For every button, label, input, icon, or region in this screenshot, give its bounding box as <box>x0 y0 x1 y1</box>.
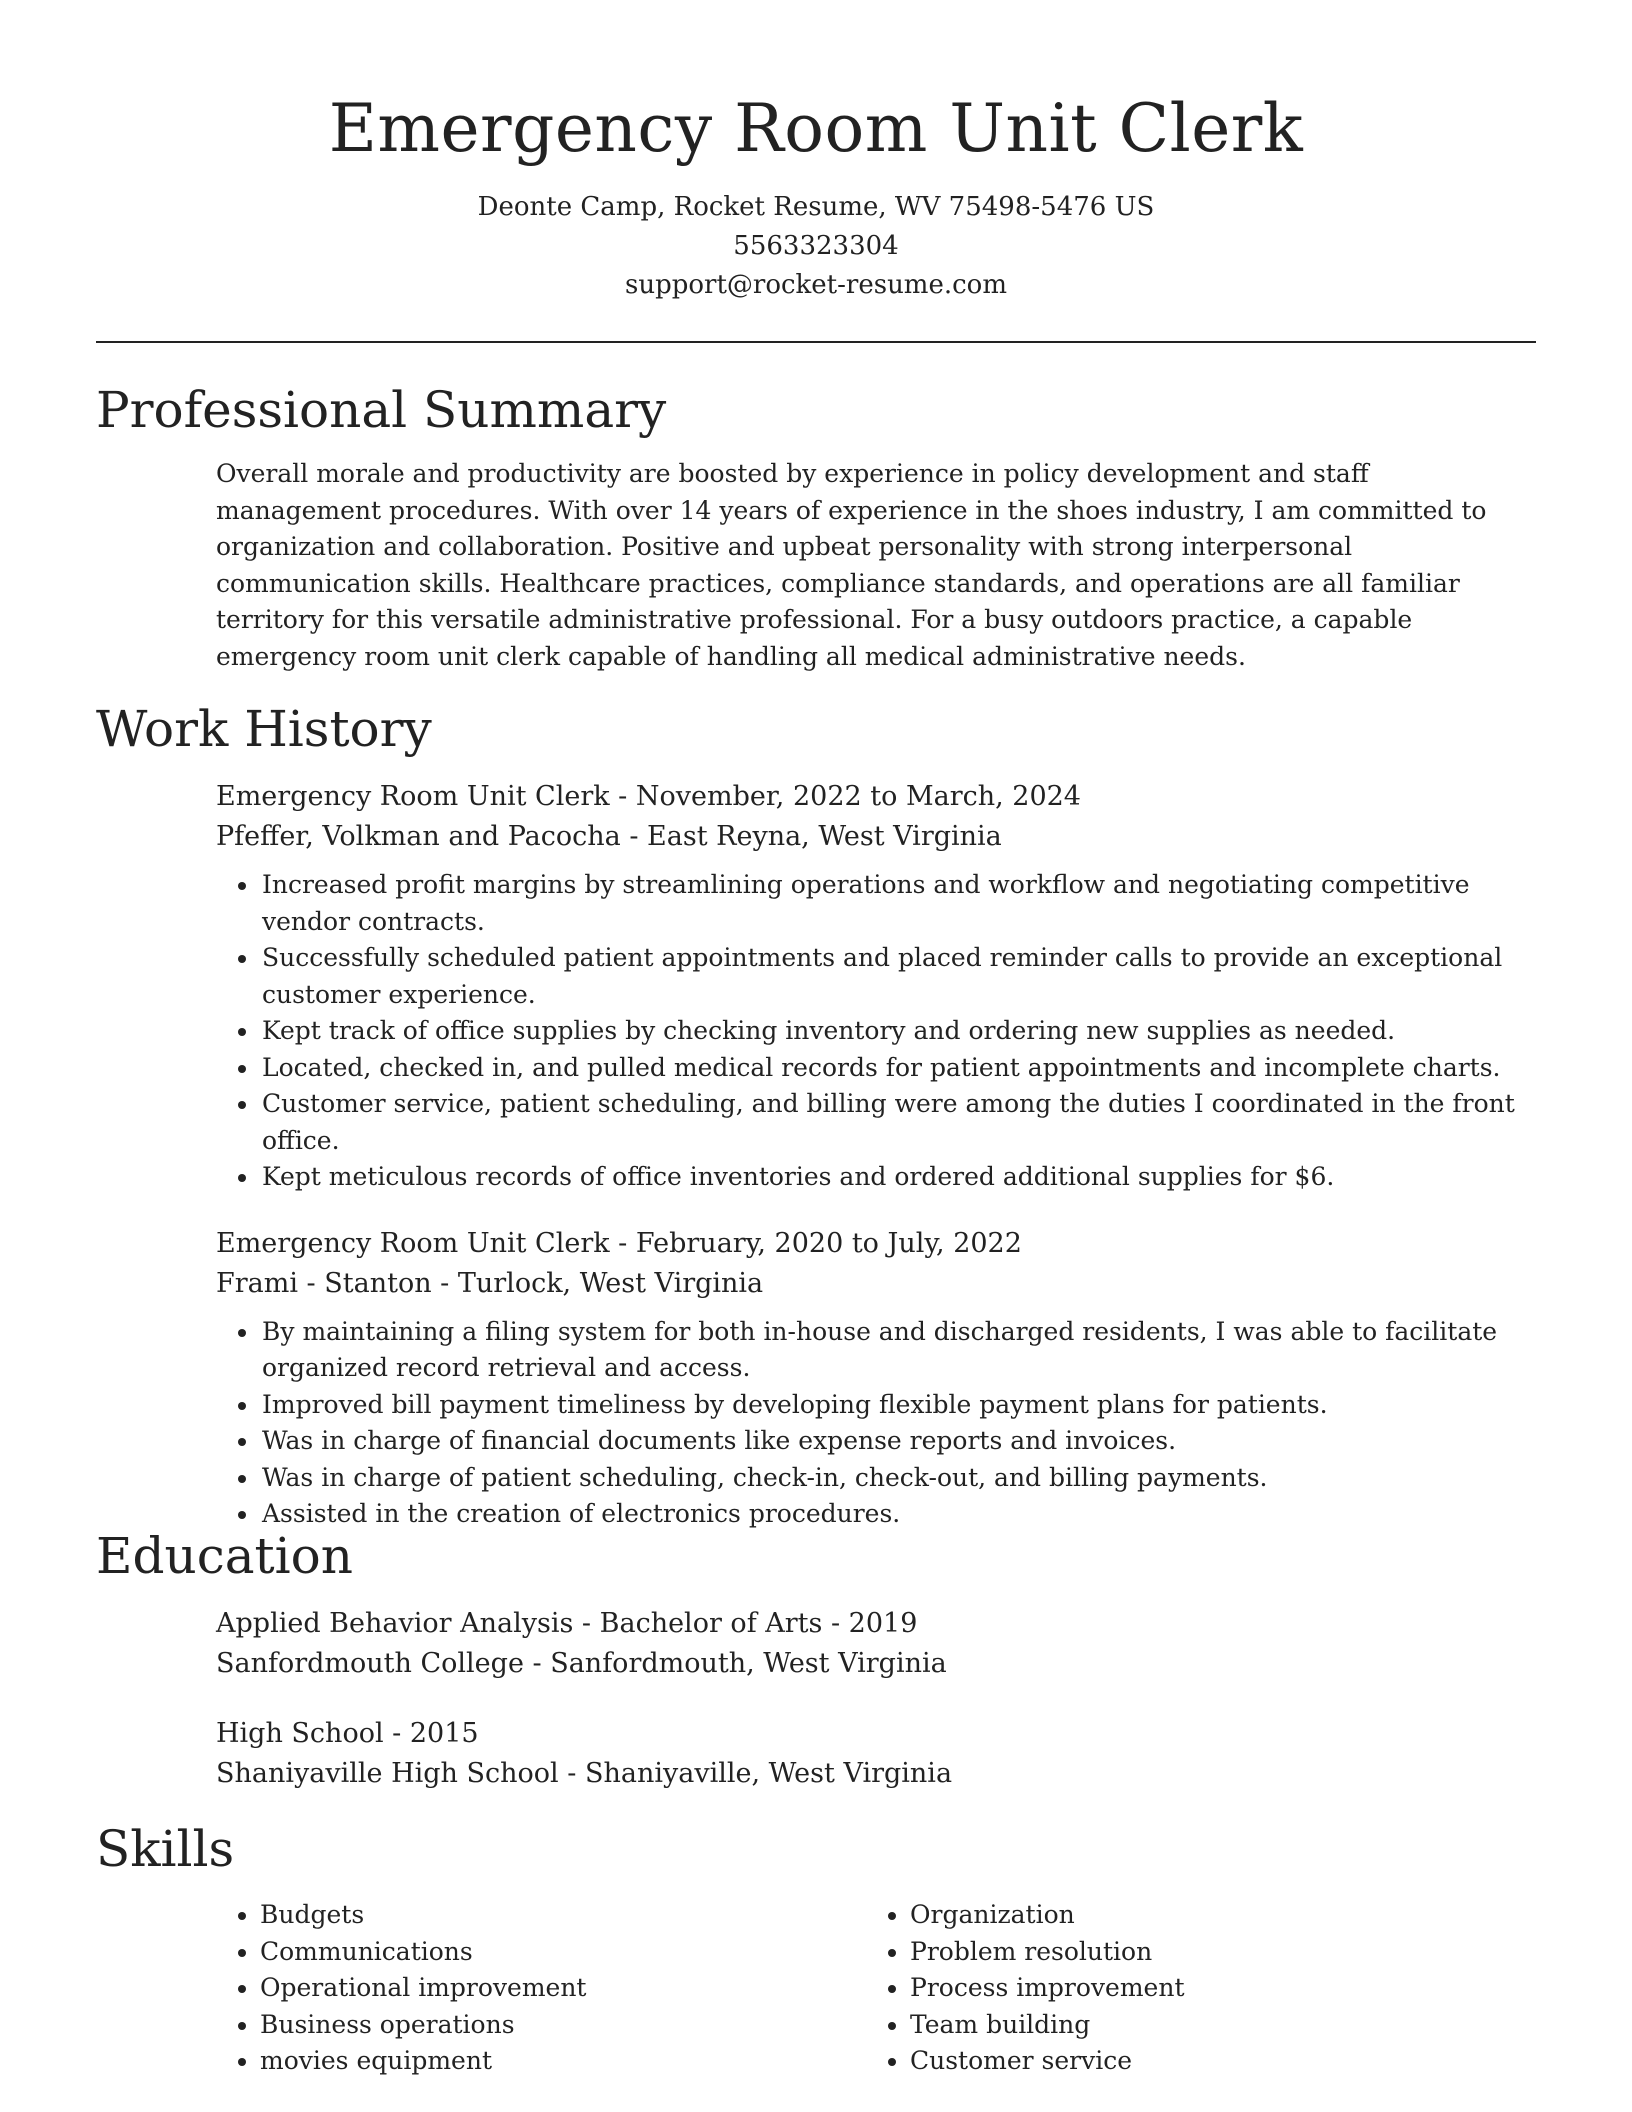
skill-item: • Process improvement <box>910 1970 1516 2007</box>
skill-item: • Operational improvement <box>260 1970 866 2007</box>
job-title-line <box>216 1224 1536 1264</box>
job-bullets <box>96 1314 1536 1533</box>
job-bullet: • Was in charge of patient scheduling, check-in, check-out, and billing payments. <box>260 1460 1536 1497</box>
skills-title: Skills <box>96 1820 235 1878</box>
education-school-line <box>216 1644 1536 1684</box>
header-divider <box>96 341 1536 343</box>
education-degree: Applied Behavior Analysis - Bachelor of Arts <box>216 1608 823 1639</box>
contact-phone: 5563323304 <box>733 231 899 261</box>
education-location: - Shaniyaville, West Virginia <box>558 1758 953 1789</box>
contact-block <box>96 188 1536 305</box>
job-entry <box>96 777 1536 1196</box>
job-bullet: • Assisted in the creation of electronics procedures. <box>260 1496 1536 1533</box>
education-degree-line <box>216 1604 1536 1644</box>
skills-columns <box>216 1897 1536 2080</box>
summary-text: Overall morale and productivity are boosted by experience in policy development and staff management procedures. With over 14 years of experience in the shoes industry, I am committed to organization and collaboration. Positive and upbeat personality with strong interpersonal communication skills. Healthcare practices, compliance standards, and operations are all familiar territory for this versatile administrative professional. For a busy outdoors practice, a capable emergency room unit clerk capable of handling all medical administrative needs. <box>216 459 1487 671</box>
work-history-title: Work History <box>96 700 432 758</box>
job-bullet: • By maintaining a filing system for both in-house and discharged residents, I was able to facilitate organized record retrieval and access. <box>260 1314 1536 1387</box>
education-title: Education <box>96 1527 353 1585</box>
job-bullet: • Was in charge of financial documents like expense reports and invoices. <box>260 1423 1536 1460</box>
education-school: Sanfordmouth College <box>216 1648 524 1679</box>
job-bullet: • Kept meticulous records of office inventories and ordered additional supplies for $6. <box>260 1159 1536 1196</box>
skills-column-left <box>216 1897 866 2080</box>
education-location: - Sanfordmouth, West Virginia <box>523 1648 947 1679</box>
work-history-section <box>96 697 1536 1533</box>
education-degree: High School <box>216 1718 384 1749</box>
job-title-line <box>216 777 1536 817</box>
skills-column-right <box>866 1897 1516 2080</box>
job-company: Frami - Stanton <box>216 1267 432 1299</box>
skill-item: • Communications <box>260 1934 866 1971</box>
skill-item: • Budgets <box>260 1897 866 1934</box>
resume-page <box>96 0 1536 2075</box>
skills-list <box>866 1897 1516 2080</box>
education-school: Shaniyaville High School <box>216 1758 559 1789</box>
skill-item: • Business operations <box>260 2007 866 2044</box>
skill-item: • Team building <box>910 2007 1516 2044</box>
job-dates: - November, 2022 to March, 2024 <box>609 781 1081 812</box>
skills-section <box>96 1817 1536 2080</box>
job-bullet: • Located, checked in, and pulled medical records for patient appointments and incomplete charts. <box>260 1050 1536 1087</box>
education-degree-line <box>216 1714 1536 1754</box>
skill-item: • Organization <box>910 1897 1516 1934</box>
skill-item: • Customer service <box>910 2043 1516 2080</box>
job-bullets <box>96 867 1536 1196</box>
contact-address: Deonte Camp, Rocket Resume, WV 75498-5476 US <box>477 192 1155 222</box>
education-section <box>96 1524 1536 1794</box>
skill-item: • movies equipment <box>260 2043 866 2080</box>
education-entry <box>96 1604 1536 1684</box>
skill-item: • Problem resolution <box>910 1934 1516 1971</box>
resume-header <box>96 0 1536 343</box>
job-company-line <box>216 1264 1536 1304</box>
summary-section <box>96 378 1536 675</box>
education-year: - 2015 <box>383 1718 479 1749</box>
job-company: Pfeffer, Volkman and Pacocha <box>216 821 621 852</box>
contact-email: support@rocket-resume.com <box>624 270 1007 300</box>
job-dates: - February, 2020 to July, 2022 <box>609 1227 1022 1259</box>
education-year: - 2019 <box>822 1608 918 1639</box>
job-location: - Turlock, West Virginia <box>431 1267 764 1299</box>
education-school-line <box>216 1754 1536 1794</box>
job-role: Emergency Room Unit Clerk <box>216 781 610 812</box>
job-bullet: • Improved bill payment timeliness by developing flexible payment plans for patients. <box>260 1387 1536 1424</box>
skills-list <box>216 1897 866 2080</box>
job-bullet: • Increased profit margins by streamlining operations and workflow and negotiating competitive vendor contracts. <box>260 867 1536 940</box>
job-company-line <box>216 817 1536 857</box>
job-bullet: • Kept track of office supplies by checking inventory and ordering new supplies as needed. <box>260 1013 1536 1050</box>
resume-name: Emergency Room Unit Clerk <box>328 90 1304 167</box>
job-bullet: • Successfully scheduled patient appointments and placed reminder calls to provide an exceptional customer experience. <box>260 940 1536 1013</box>
job-bullet: • Customer service, patient scheduling, and billing were among the duties I coordinated in the front office. <box>260 1086 1536 1159</box>
job-role: Emergency Room Unit Clerk <box>216 1227 610 1259</box>
education-entry <box>96 1714 1536 1794</box>
job-location: - East Reyna, West Virginia <box>620 821 1002 852</box>
job-entry <box>96 1224 1536 1533</box>
summary-title: Professional Summary <box>96 381 667 439</box>
